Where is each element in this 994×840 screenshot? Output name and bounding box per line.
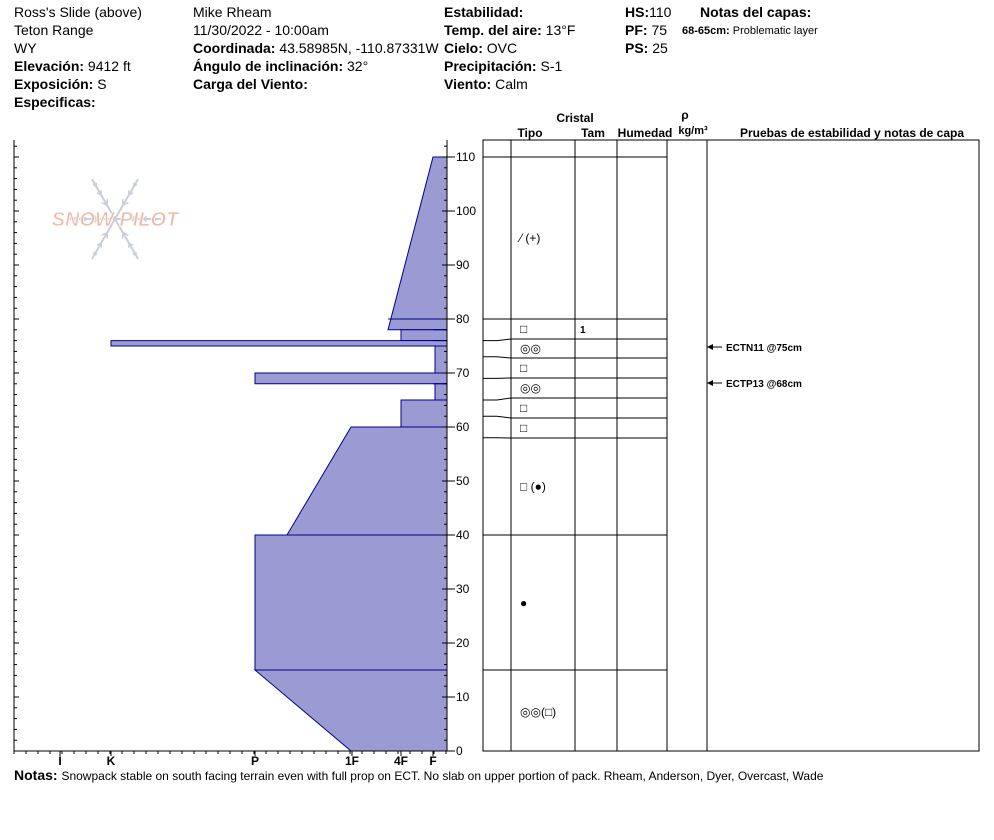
- wind: Viento: Calm: [444, 76, 528, 92]
- crystal-type-symbol: □: [520, 401, 528, 415]
- hardness-bar: [435, 346, 447, 373]
- header-type: Tipo: [517, 126, 543, 140]
- depth-tick-label: 70: [456, 366, 470, 380]
- hardness-bar: [255, 373, 447, 384]
- crystal-type-symbol: ◎◎(□): [520, 705, 557, 719]
- header-size: Tam: [581, 126, 605, 140]
- hardness-bar: [111, 341, 447, 346]
- header-rho: ρ: [681, 108, 689, 122]
- aspect: Exposición: S: [14, 76, 107, 92]
- mountain-range: Teton Range: [14, 22, 94, 38]
- hardness-tick-label: I: [58, 754, 62, 768]
- depth-tick-label: 60: [456, 420, 470, 434]
- crystal-type-symbol: ⁄ (+): [520, 231, 541, 245]
- hardness-tick-label: 1F: [344, 754, 360, 768]
- logo-text: SNOW PILOT: [51, 209, 179, 231]
- hardness-tick-label: F: [429, 754, 437, 768]
- test-pointer-arrow: [707, 380, 713, 386]
- air-temp: Temp. del aire: 13°F: [444, 22, 576, 38]
- depth-tick-label: 20: [456, 636, 470, 650]
- hardness-profile: [111, 157, 447, 751]
- hardness-bar: [388, 157, 447, 330]
- stability: Estabilidad:: [444, 4, 524, 20]
- test-pointer-arrow: [707, 344, 713, 350]
- crystal-type-symbol: □: [520, 361, 528, 375]
- header-density: kg/m³: [678, 125, 708, 137]
- stability-test-label: ECTP13 @68cm: [726, 379, 802, 390]
- table-frame: [483, 140, 979, 751]
- hardness-bar: [401, 330, 447, 341]
- layer-connector: [483, 416, 511, 418]
- depth-tick-label: 0: [456, 744, 463, 758]
- header-crystal: Cristal: [556, 111, 594, 125]
- coordinates: Coordinada: 43.58985N, -110.87331W: [193, 40, 439, 56]
- crystal-type-symbol: ◎◎: [520, 381, 541, 395]
- depth-tick-label: 30: [456, 582, 470, 596]
- hardness-bar: [401, 400, 447, 427]
- snowpilot-logo: [52, 179, 180, 259]
- depth-tick-label: 110: [456, 150, 476, 164]
- depth-tick-label: 80: [456, 312, 470, 326]
- crystal-type-symbol: □: [520, 322, 528, 336]
- state: WY: [14, 40, 37, 56]
- layer-note-item: 68-65cm: Problematic layer: [682, 25, 818, 37]
- crystal-type-symbol: □: [520, 421, 528, 435]
- snow-height: HS:110: [625, 4, 672, 20]
- hardness-tick-label: 4F: [393, 754, 409, 768]
- crystal-type-symbol: □ (●): [520, 479, 546, 494]
- hardness-bar: [255, 535, 447, 670]
- specifics: Especificas:: [14, 94, 96, 110]
- hardness-bar: [435, 384, 447, 400]
- hardness-bar: [255, 670, 447, 751]
- crystal-type-symbol: ●: [520, 596, 528, 610]
- depth-tick-label: 100: [456, 204, 477, 218]
- crystal-type-symbol: ◎◎: [520, 341, 541, 356]
- notes-text: Snowpack stable on south facing terrain even with full prop on ECT. No slab on upper portion of pack. Rheam, Anderson, Dyer, Overcast, Wade: [61, 769, 824, 783]
- ski-penetration: PS: 25: [625, 40, 668, 56]
- observer: Mike Rheam: [193, 4, 272, 20]
- hardness-tick-label: K: [106, 754, 116, 768]
- depth-tick-label: 10: [456, 690, 470, 704]
- elevation: Elevación: 9412 ft: [14, 58, 131, 74]
- notes: [14, 767, 823, 783]
- stability-test-label: ECTN11 @75cm: [726, 343, 802, 354]
- hardness-bar: [287, 427, 447, 535]
- slope-angle: Ángulo de inclinación: 32°: [193, 58, 369, 74]
- hardness-tick-label: P: [250, 754, 260, 768]
- layer-connector: [483, 398, 511, 400]
- layer-connector: [483, 357, 511, 358]
- location-name: Ross's Slide (above): [14, 4, 142, 20]
- foot-penetration: PF: 75: [625, 22, 668, 38]
- wind-loading: Carga del Viento:: [193, 76, 308, 92]
- depth-tick-label: 50: [456, 474, 470, 488]
- date-time: 11/30/2022 - 10:00am: [193, 22, 329, 38]
- layer-table: [483, 108, 979, 751]
- sky: Cielo: OVC: [444, 40, 518, 56]
- crystal-size: 1: [580, 325, 586, 336]
- depth-tick-label: 40: [456, 528, 470, 542]
- depth-tick-label: 90: [456, 258, 470, 272]
- header-tests: Pruebas de estabilidad y notas de capa: [739, 126, 965, 140]
- layer-notes-title: Notas del capas:: [700, 4, 812, 20]
- notes-label: Notas:: [14, 767, 58, 783]
- precipitation: Precipitación: S-1: [444, 58, 563, 74]
- layer-connector: [483, 339, 511, 341]
- header-moisture: Humedad: [617, 126, 673, 140]
